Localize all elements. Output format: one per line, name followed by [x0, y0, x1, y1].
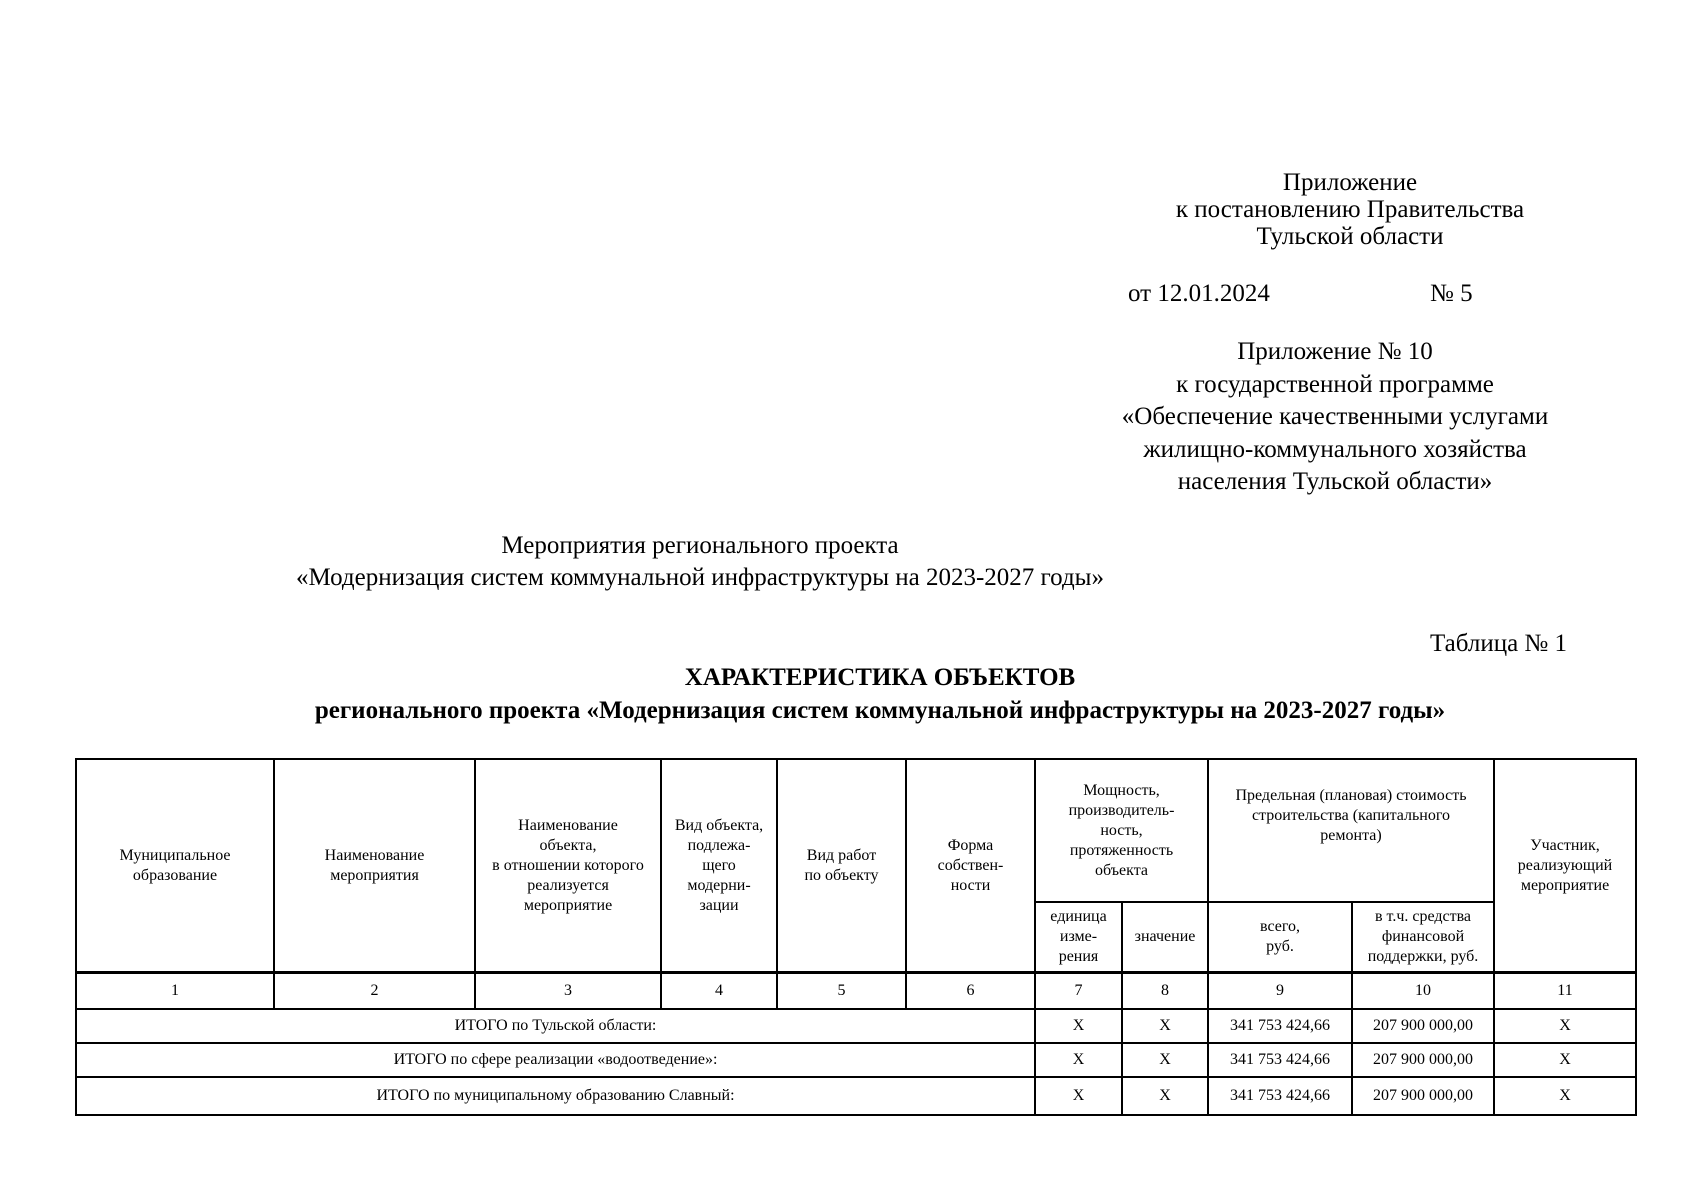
table-heading [130, 661, 1630, 727]
row-unit: Х [1035, 1043, 1122, 1077]
column-number: 5 [777, 973, 906, 1010]
header-municipality: Муниципальное образование [76, 759, 274, 973]
header-object-type: Вид объекта, подлежа- щего модерни- зации [661, 759, 777, 973]
program-appendix-line: к государственной программе [1176, 370, 1494, 398]
appendix-header [1100, 169, 1600, 250]
appendix-line: Приложение [1282, 169, 1418, 196]
row-label: ИТОГО по муниципальному образованию Славный: [76, 1077, 1035, 1115]
row-participant: Х [1494, 1009, 1636, 1043]
document-title-line: «Модернизация систем коммунальной инфраструктуры на 2023-2027 годы» [296, 564, 1104, 591]
row-unit: Х [1035, 1009, 1122, 1043]
table-row [76, 1043, 1636, 1077]
column-number: 11 [1494, 973, 1636, 1010]
column-number: 8 [1122, 973, 1208, 1010]
row-value: Х [1122, 1009, 1208, 1043]
row-participant: Х [1494, 1077, 1636, 1115]
document-title [200, 530, 1200, 594]
table-heading-line: регионального проекта «Модернизация систем коммунальной инфраструктуры на 2023-2027 годы» [314, 697, 1446, 724]
header-ownership: Форма собствен- ности [906, 759, 1035, 973]
column-number: 10 [1352, 973, 1494, 1010]
row-total: 341 753 424,66 [1208, 1009, 1352, 1043]
table-number: Таблица № 1 [1430, 630, 1568, 657]
header-cost-group: Предельная (плановая) стоимость строительства (капитального ремонта) [1208, 759, 1494, 902]
column-number: 3 [475, 973, 661, 1010]
program-appendix-line: населения Тульской области» [1177, 468, 1493, 495]
header-value: значение [1122, 902, 1208, 973]
column-number: 6 [906, 973, 1035, 1010]
objects-table [75, 758, 1637, 1116]
row-total: 341 753 424,66 [1208, 1043, 1352, 1077]
header-capacity-group: Мощность, производитель- ность, протяженность объекта [1035, 759, 1208, 902]
table-row [76, 1077, 1636, 1115]
program-appendix-line: «Обеспечение качественными услугами [1121, 403, 1549, 430]
decree-date-number [1128, 280, 1488, 308]
row-support: 207 900 000,00 [1352, 1077, 1494, 1115]
table-heading-line: ХАРАКТЕРИСТИКА ОБЪЕКТОВ [684, 664, 1076, 691]
column-number: 7 [1035, 973, 1122, 1010]
header-participant: Участник, реализующий мероприятие [1494, 759, 1636, 973]
program-appendix [1030, 336, 1640, 499]
header-work-type: Вид работ по объекту [777, 759, 906, 973]
row-label: ИТОГО по сфере реализации «водоотведение»: [76, 1043, 1035, 1077]
column-number: 9 [1208, 973, 1352, 1010]
appendix-line: Тульской области [1256, 223, 1444, 250]
table-row [76, 1009, 1636, 1043]
header-event-name: Наименование мероприятия [274, 759, 475, 973]
row-participant: Х [1494, 1043, 1636, 1077]
header-unit: единица изме- рения [1035, 902, 1122, 973]
column-number: 2 [274, 973, 475, 1010]
decree-number: № 5 [1430, 280, 1473, 307]
row-total: 341 753 424,66 [1208, 1077, 1352, 1115]
row-support: 207 900 000,00 [1352, 1009, 1494, 1043]
column-number: 1 [76, 973, 274, 1010]
row-value: Х [1122, 1077, 1208, 1115]
header-total-cost: всего, руб. [1208, 902, 1352, 973]
header-support: в т.ч. средства финансовой поддержки, руб. [1352, 902, 1494, 973]
row-label: ИТОГО по Тульской области: [76, 1009, 1035, 1043]
decree-date: от 12.01.2024 [1128, 280, 1270, 307]
column-number: 4 [661, 973, 777, 1010]
header-object-name: Наименование объекта, в отношении которого реализуется мероприятие [475, 759, 661, 973]
appendix-line: к постановлению Правительства [1175, 196, 1525, 223]
row-support: 207 900 000,00 [1352, 1043, 1494, 1077]
row-value: Х [1122, 1043, 1208, 1077]
column-number-row [76, 973, 1636, 1010]
program-appendix-line: Приложение № 10 [1237, 338, 1433, 365]
program-appendix-line: жилищно-коммунального хозяйства [1143, 435, 1527, 463]
document-title-line: Мероприятия регионального проекта [501, 532, 899, 559]
row-unit: Х [1035, 1077, 1122, 1115]
